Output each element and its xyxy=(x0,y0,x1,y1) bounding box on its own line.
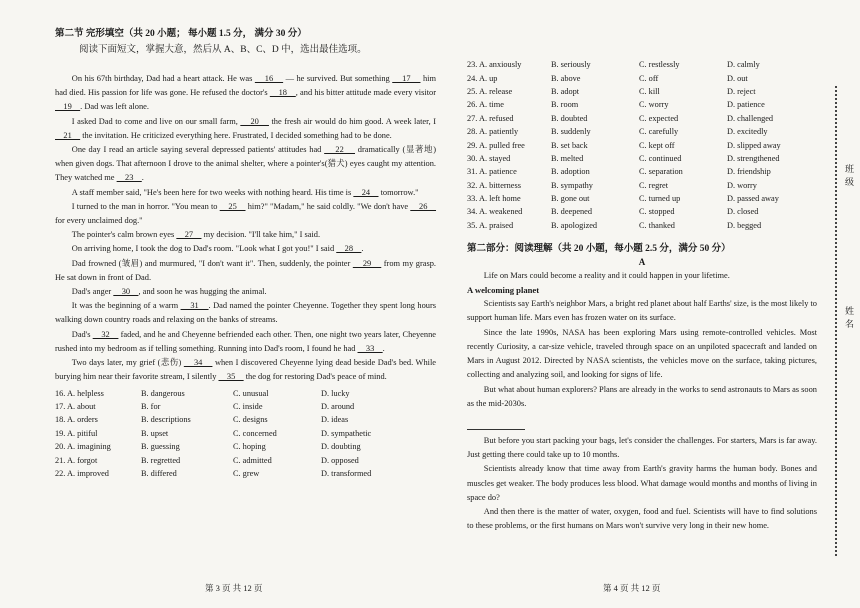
option-cell: D. challenged xyxy=(727,113,774,123)
option-row xyxy=(467,85,781,98)
option-cell: 20. A. imagining xyxy=(55,442,111,452)
option-row xyxy=(55,427,415,440)
cloze-options-table xyxy=(55,386,415,480)
option-cell: C. turned up xyxy=(639,194,681,204)
cloze-blank: 22 xyxy=(324,145,355,155)
passage-paragraph: But before you start packing your bags, let's consider the challenges. For starters, Mars is far away. Just getting there could take up to 10 months. xyxy=(467,435,817,460)
paragraph-text: the fresh air would do him good. A week later, I xyxy=(268,116,436,126)
paragraph-text: when I discovered Cheyenne lying dead beside Dad's bed. While burying him near their favorite stream, I silently xyxy=(55,358,437,382)
paragraph-text: faded, and he and Cheyenne befriended each other. Then, one night two years later, Cheyenne rushed into my bedroom as if telling something. Running into Dad's room, I found he had xyxy=(55,329,436,353)
passage-paragraph: Scientists say Earth's neighbor Mars, a bright red planet about half Earths' size, is the most likely to support human life. Mars even has frozen water on its surface. xyxy=(467,299,817,323)
option-cell: C. restlessly xyxy=(639,60,680,70)
divider xyxy=(467,429,525,430)
paragraph-text: Dad frowned (皱眉) and murmured, "I don't want it". Then, suddenly, the pointer xyxy=(71,258,353,268)
cloze-blank: 19 xyxy=(55,102,81,112)
cloze-paragraph xyxy=(55,228,436,242)
paragraph-text: the dog for restoring Dad's peace of mind. xyxy=(243,372,387,382)
paragraph-text: my decision. "I'll take him," I said. xyxy=(201,230,321,240)
cloze-blank: 34 xyxy=(183,358,213,368)
option-row xyxy=(467,112,781,125)
option-row xyxy=(467,125,781,138)
option-cell: B. suddenly xyxy=(551,127,591,137)
paragraph-text: . Dad named the pointer Cheyenne. Together they spent long hours walking down country roads and relaxing on the banks of streams. xyxy=(55,301,437,325)
option-cell: C. unusual xyxy=(233,388,269,398)
page-footer-left: 第 3 页 共 12 页 xyxy=(205,583,263,593)
cloze-blank: 31 xyxy=(180,301,209,311)
paragraph-text: I turned to the man in horror. "You mean to xyxy=(71,201,220,211)
paragraph-text: . xyxy=(382,343,385,353)
option-cell: C. off xyxy=(639,73,659,83)
option-row xyxy=(55,413,415,426)
passage-heading: A welcoming planet xyxy=(467,285,540,296)
option-cell: B. dangerous xyxy=(141,388,185,398)
option-cell: B. deepened xyxy=(551,207,593,217)
option-cell: D. calmly xyxy=(727,60,760,70)
cloze-paragraph xyxy=(55,186,436,200)
option-cell: D. closed xyxy=(727,207,759,217)
option-cell: 32. A. bitterness xyxy=(467,180,521,190)
option-cell: 34. A. weakened xyxy=(467,207,523,217)
paragraph-text: Dad's anger xyxy=(71,287,114,297)
paragraph-text: . Dad was left alone. xyxy=(80,102,149,112)
option-cell: 21. A. forgot xyxy=(55,455,98,465)
paragraph-text: for every unclaimed dog." xyxy=(55,216,143,226)
cloze-paragraph xyxy=(55,72,436,115)
cloze-blank: 35 xyxy=(218,372,244,382)
option-cell: C. inside xyxy=(233,402,263,412)
option-cell: B. melted xyxy=(551,153,584,163)
option-row xyxy=(467,152,781,165)
option-row xyxy=(467,98,781,111)
paragraph-text: the invitation. He criticized everything here. Frustrated, I decided something had to be done. xyxy=(80,130,392,140)
cloze-instruction: 阅读下面短文，掌握大意，然后从 A、B、C、D 中，选出最佳选项。 xyxy=(79,45,367,55)
option-cell: 17. A. about xyxy=(55,402,96,412)
option-cell: D. slipped away xyxy=(727,140,781,150)
cloze-paragraph xyxy=(55,242,436,256)
paragraph-text: him?" "Madam," he said coldly. "We don't have xyxy=(245,201,411,211)
option-cell: D. reject xyxy=(727,86,756,96)
paragraph-text: I asked Dad to come and live on our small farm, xyxy=(71,116,241,126)
option-cell: 30. A. stayed xyxy=(467,153,511,163)
option-cell: C. expected xyxy=(639,113,679,123)
option-cell: D. patience xyxy=(727,100,765,110)
option-row xyxy=(467,58,781,71)
option-cell: B. set back xyxy=(551,140,588,150)
option-cell: B. adopt xyxy=(551,86,580,96)
option-cell: D. transformed xyxy=(321,469,372,478)
option-cell: B. seriously xyxy=(551,60,591,70)
option-cell: B. room xyxy=(551,100,579,110)
cloze-blank: 26 xyxy=(410,201,437,211)
right-page xyxy=(455,0,825,608)
reading-section-title: 第二部分：阅读理解（共 20 小题，每小题 2.5 分，满分 50 分） xyxy=(467,244,731,255)
option-row xyxy=(467,205,781,218)
passage-body-continued xyxy=(467,434,817,533)
paragraph-text: , and his bitter attitude made every visitor xyxy=(295,88,437,98)
option-cell: 29. A. pulled free xyxy=(467,140,525,150)
option-row xyxy=(467,219,781,232)
option-cell: B. gone out xyxy=(551,194,590,204)
option-cell: 28. A. patiently xyxy=(467,127,519,137)
binding-line xyxy=(835,86,860,556)
option-cell: 18. A. orders xyxy=(55,415,98,425)
cloze-paragraph xyxy=(55,143,436,186)
cloze-paragraph xyxy=(55,115,436,143)
option-row xyxy=(467,179,781,192)
paragraph-text: It was the beginning of a warm xyxy=(71,301,181,311)
option-row xyxy=(467,192,781,205)
option-cell: D. worry xyxy=(727,180,757,190)
cloze-blank: 24 xyxy=(353,187,379,197)
option-row xyxy=(55,386,415,399)
option-cell: C. stopped xyxy=(639,207,675,217)
option-cell: C. designs xyxy=(233,415,268,425)
cloze-blank: 25 xyxy=(219,201,246,211)
option-row xyxy=(467,165,781,178)
option-cell: D. friendship xyxy=(727,167,771,177)
option-cell: B. regretted xyxy=(141,455,181,465)
paragraph-text: The pointer's calm brown eyes xyxy=(71,230,177,240)
cloze-blank: 32 xyxy=(92,329,119,339)
cloze-blank: 27 xyxy=(176,230,202,240)
paragraph-text: — he survived. But something xyxy=(283,74,393,83)
option-cell: C. hoping xyxy=(233,442,266,452)
option-cell: D. strengthened xyxy=(727,153,780,163)
option-cell: B. differed xyxy=(141,469,177,478)
option-cell: B. upset xyxy=(141,428,169,438)
passage-paragraph: But what about human explorers? Plans are already in the works to send astronauts to Mars as soon as the mid-2030s. xyxy=(467,384,817,408)
cloze-paragraph xyxy=(55,328,436,356)
option-cell: C. worry xyxy=(639,100,669,110)
option-cell: D. lucky xyxy=(321,388,350,398)
passage-body xyxy=(467,297,817,411)
option-cell: C. grew xyxy=(233,469,260,478)
paragraph-text: A staff member said, "He's been here for two weeks with nothing heard. His time is xyxy=(71,187,354,197)
cloze-options-table-continued xyxy=(467,58,781,232)
paragraph-text: Two days later, my grief (悲伤) xyxy=(71,358,184,368)
cloze-section-title: 第二节 完形填空（共 20 小题； 每小题 1.5 分， 满分 30 分） xyxy=(55,29,307,39)
cloze-paragraph xyxy=(55,257,436,285)
option-cell: 27. A. refused xyxy=(467,113,514,123)
paragraph-text: him had died. His passion for life was gone. He refused the doctor's xyxy=(55,74,436,98)
option-cell: C. continued xyxy=(639,153,682,163)
option-cell: C. concerned xyxy=(233,428,277,438)
option-cell: D. around xyxy=(321,402,355,412)
option-cell: C. kept off xyxy=(639,140,675,150)
option-cell: B. guessing xyxy=(141,442,180,452)
paragraph-text: One day I read an article saying several depressed patients' attitudes had xyxy=(71,145,325,155)
option-cell: D. out xyxy=(727,73,748,83)
passage-paragraph: Scientists already know that time away from Earth's gravity harms the human body. Bones and muscles get weaker. The body produces less blood. What damage would months and months of living in space do? xyxy=(467,464,817,502)
option-cell: C. kill xyxy=(639,86,660,96)
cloze-blank: 29 xyxy=(352,258,382,268)
option-row xyxy=(55,453,415,466)
option-cell: C. admitted xyxy=(233,455,272,465)
option-cell: D. ideas xyxy=(321,415,349,425)
paragraph-text: dramatically (显著地) when given dogs. That afternoon I drove to the animal shelter, where a pointer's(猎犬) eyes caught my attention. They watched me xyxy=(55,145,437,183)
cloze-blank: 28 xyxy=(336,244,362,254)
cloze-blank: 17 xyxy=(392,74,421,83)
option-cell: 19. A. pitiful xyxy=(55,428,98,438)
option-row xyxy=(55,440,415,453)
option-cell: D. opposed xyxy=(321,455,359,465)
cloze-blank: 30 xyxy=(113,287,139,297)
option-cell: D. excitedly xyxy=(727,127,768,137)
option-cell: 23. A. anxiously xyxy=(467,60,522,70)
cloze-paragraph xyxy=(55,356,436,384)
class-label: 班级 xyxy=(845,164,855,187)
option-cell: B. apologized xyxy=(551,220,598,230)
cloze-blank: 18 xyxy=(269,88,296,98)
cloze-paragraph xyxy=(55,299,436,327)
option-cell: C. regret xyxy=(639,180,669,190)
paragraph-text: . xyxy=(141,173,144,183)
option-cell: 25. A. release xyxy=(467,86,513,96)
cloze-paragraph xyxy=(55,200,436,228)
passage-intro: Life on Mars could become a reality and it could happen in your lifetime. xyxy=(483,271,730,281)
cloze-paragraph xyxy=(55,285,436,299)
option-cell: 24. A. up xyxy=(467,73,498,83)
option-cell: D. passed away xyxy=(727,194,779,204)
option-row xyxy=(467,138,781,151)
name-label: 姓名 xyxy=(845,306,855,329)
option-cell: B. above xyxy=(551,73,581,83)
cloze-blank: 16 xyxy=(254,74,284,83)
option-cell: 16. A. helpless xyxy=(55,388,104,398)
option-cell: C. thanked xyxy=(639,220,675,230)
paragraph-text: from my grasp. He sat down in front of Dad. xyxy=(55,258,437,282)
option-cell: B. for xyxy=(141,402,161,412)
paragraph-text: tomorrow." xyxy=(378,187,419,197)
option-row xyxy=(55,400,415,413)
option-cell: B. adoption xyxy=(551,167,590,177)
passage-letter: A xyxy=(638,257,646,268)
cloze-blank: 20 xyxy=(240,116,269,126)
option-cell: 33. A. left home xyxy=(467,194,521,204)
paragraph-text: , and soon he was hugging the animal. xyxy=(138,287,267,297)
option-cell: 31. A. patience xyxy=(467,167,517,177)
option-cell: 26. A. time xyxy=(467,100,504,110)
option-cell: D. sympathetic xyxy=(321,428,372,438)
option-cell: C. carefully xyxy=(639,127,679,137)
option-row xyxy=(467,71,781,84)
option-cell: B. sympathy xyxy=(551,180,593,190)
option-cell: C. separation xyxy=(639,167,683,177)
cloze-passage xyxy=(55,72,436,384)
cloze-blank: 23 xyxy=(116,173,142,183)
option-row xyxy=(55,467,415,480)
option-cell: 22. A. improved xyxy=(55,469,109,478)
page-footer-right: 第 4 页 共 12 页 xyxy=(603,583,661,593)
paragraph-text: On arriving home, I took the dog to Dad's room. "Look what I got you!" I said xyxy=(71,244,337,254)
option-cell: D. doubting xyxy=(321,442,361,452)
cloze-blank: 21 xyxy=(55,130,81,140)
option-cell: 35. A. praised xyxy=(467,220,514,230)
passage-paragraph: And then there is the matter of water, oxygen, food and fuel. Scientists will have to find solutions to these problems, or the first humans on Mars won't survive very long in their new home. xyxy=(467,506,817,531)
paragraph-text: . xyxy=(361,244,364,254)
passage-paragraph: Since the late 1990s, NASA has been exploring Mars using remote-controlled vehicles. Most recently Curiosity, a car-size vehicle, traveled through space on an unpiloted spacecraft and landed on Mars in August 2012. Directed by NASA scientists, the vehicles move on the surface, taking pictures, collecting and analyzing soil, and looking for signs of life. xyxy=(467,327,817,380)
cloze-blank: 33 xyxy=(357,343,383,353)
option-cell: B. descriptions xyxy=(141,415,191,425)
option-cell: B. doubted xyxy=(551,113,588,123)
paragraph-text: Dad's xyxy=(71,329,93,339)
paragraph-text: On his 67th birthday, Dad had a heart attack. He was xyxy=(71,74,255,83)
option-cell: D. begged xyxy=(727,220,762,230)
